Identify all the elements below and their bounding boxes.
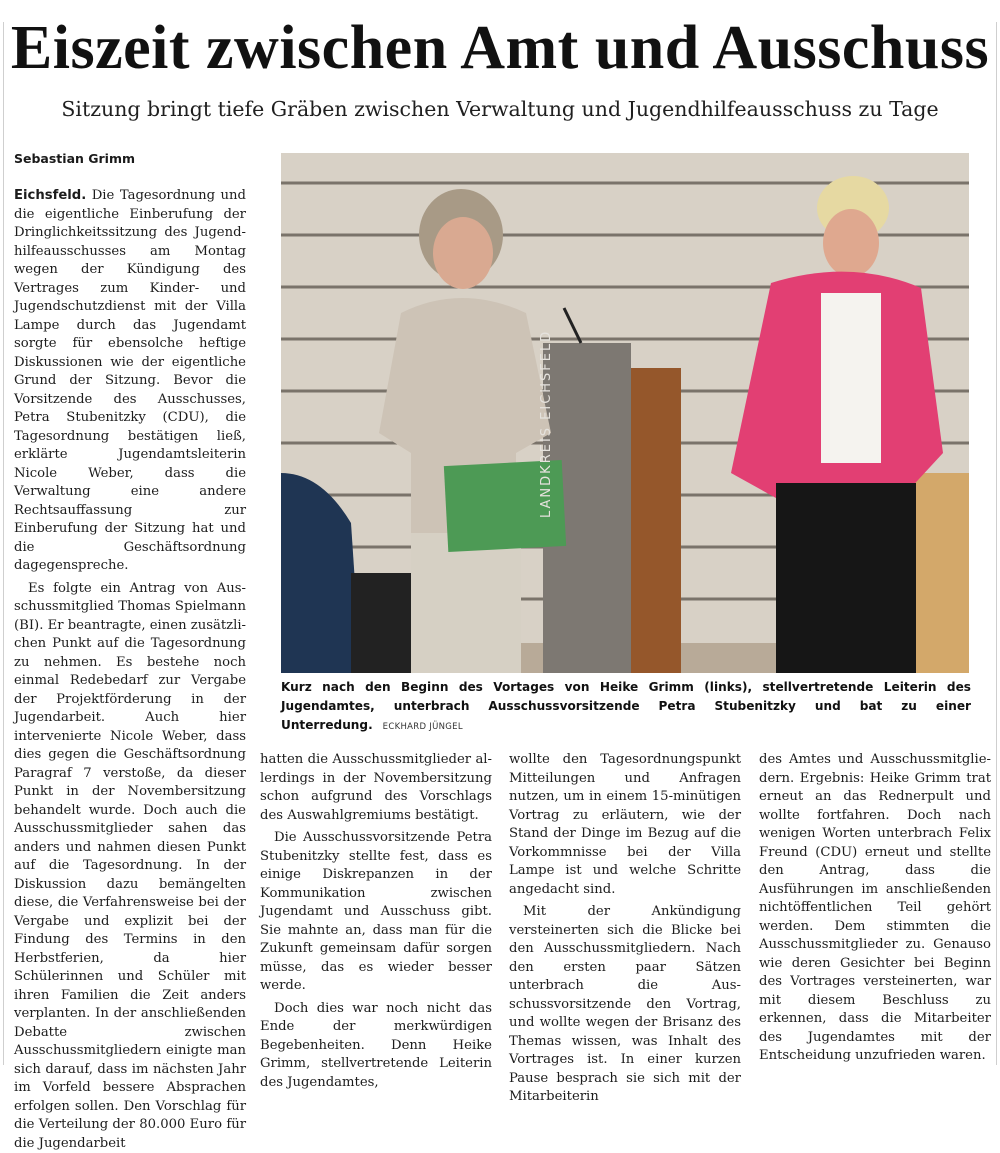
- paragraph: Es folgte ein Antrag von Ausschussmitglied Thomas Spielmann (BI). Er beantragte, einen zusätzlichen Punkt auf die Tagesordnung zu nehmen. Es bestehe noch einmal Redebedarf zur Vergabe der Projektförderung in der Jugendarbeit. Auch hier intervenierte Nicole Weber, dass dies gegen die Geschäftsordnung Paragraf 7 verstoße, da dieser Punkt in der Novembersitzung behandelt wurde. Doch auch die Ausschussmitglieder sahen das anders und nahmen diesen Punkt auf die Tagesordnung. In der Diskussion dazu bemängelten diese, die Verfahrensweise bei der Vergabe und explizit bei der Findung des Termins in den Herbstferien, da hier Schülerinnen und Schüler mit ihren Familien die Zeit anders verplanten. In der anschließenden Debatte zwischen Ausschussmitgliedern einigte man sich darauf, dass im nächsten Jahr im Vorfeld bessere Absprachen erfolgen sollen. Den Vorschlag für die Verteilung der 80.000 Euro für die Jugendarbeit: [14, 580, 246, 1153]
- paragraph: wollte den Tagesordnungspunkt Mitteilungen und Anfragen nutzen, um in einem 15-minütigen Vortrag zu erläutern, wie der Stand der Dinge im Bezug auf die Vorkommnisse bei der Villa Lampe ist und welche Schritte angedacht sind.: [509, 751, 741, 899]
- article-column-4: [759, 751, 991, 1066]
- right-column-rule: [996, 22, 997, 1065]
- article-column-1: [14, 187, 246, 1153]
- photo-caption: [281, 678, 971, 737]
- photo-credit: ECKHARD JÜNGEL: [383, 722, 463, 732]
- subheadline: Sitzung bringt tiefe Gräben zwischen Verwaltung und Jugendhilfeausschuss zu Tage: [0, 94, 1000, 124]
- paragraph: hatten die Ausschussmitglieder allerdings in der Novembersitzung schon aufgrund des Vorschlags des Auswahlgremiums bestätigt.: [260, 751, 492, 825]
- dateline: Eichsfeld.: [14, 188, 86, 203]
- lectern-lettering: LANDKREIS EICHSFELD: [539, 330, 554, 518]
- photo-illustration: [281, 153, 969, 673]
- article-column-3: [509, 751, 741, 1107]
- paragraph: des Amtes und Ausschussmitgliedern. Ergebnis: Heike Grimm trat erneut an das Rednerpult und wollte fortfahren. Doch nach wenigen Worten unterbrach Felix Freund (CDU) erneut und stellte den Antrag, dass die Ausführungen im anschließenden nichtöffentlichen Teil gehört werden. Dem stimmten die Ausschussmitglieder zu. Genauso wie deren Gesichter bei Beginn des Vortrages versteinerten, war mit diesem Beschluss zu erkennen, dass die Mitarbeiter des Jugendamtes mit der Entscheidung unzufrieden waren.: [759, 751, 991, 1066]
- paragraph: Die Ausschussvorsitzende Petra Stubenitzky stellte fest, dass es einige Diskrepanzen in der Kommunikation zwischen Jugendamt und Ausschuss gibt. Sie mahnte an, dass man für die Zukunft gemeinsam dafür sorgen müsse, das es wieder besser werde.: [260, 829, 492, 996]
- caption-text: Kurz nach den Beginn des Vortages von Heike Grimm (links), stellvertretende Leiterin des Jugendamtes, unterbrach Ausschussvorsitzende Petra Stubenitzky und bat zu einer Unterredung.: [281, 680, 971, 732]
- paragraph-text: Die Tagesordnung und die eigentliche Einberufung der Dringlichkeitssitzung des Jugendhilfeausschusses am Montag wegen der Kündigung des Vertrages zum Kinder- und Jugendschutzdienst mit der Villa Lampe durch das Jugendamt sorgte für ebensolche heftige Diskussionen wie der eigentliche Grund der Sitzung. Bevor die Vorsitzende des Ausschusses, Petra Stubenitzky (CDU), die Tagesordnung bestätigen ließ, erklärte Jugendamtsleiterin Nicole Weber, dass die Verwaltung eine andere Rechtsauffassung zur Einberufung der Sitzung hat und die Geschäftsordnung dagegenspreche.: [14, 188, 246, 573]
- left-column-rule: [3, 22, 4, 1065]
- article-photo: [281, 153, 969, 673]
- byline: Sebastian Grimm: [14, 150, 135, 168]
- paragraph: Mit der Ankündigung versteinerten sich die Blicke bei den Ausschussmitgliedern. Nach den ersten paar Sätzen unterbrach die Ausschussvorsitzende den Vortrag, und wollte wegen der Brisanz des Themas wissen, was Inhalt des Vortrages ist. In einer kurzen Pause besprach sie sich mit der Mitarbeiterin: [509, 903, 741, 1107]
- article-column-2: [260, 751, 492, 1092]
- paragraph: [14, 187, 246, 576]
- headline: Eiszeit zwischen Amt und Ausschuss: [0, 10, 1000, 86]
- paragraph: Doch dies war noch nicht das Ende der merkwürdigen Begebenheiten. Denn Heike Grimm, stellvertretende Leiterin des Jugendamtes,: [260, 1000, 492, 1093]
